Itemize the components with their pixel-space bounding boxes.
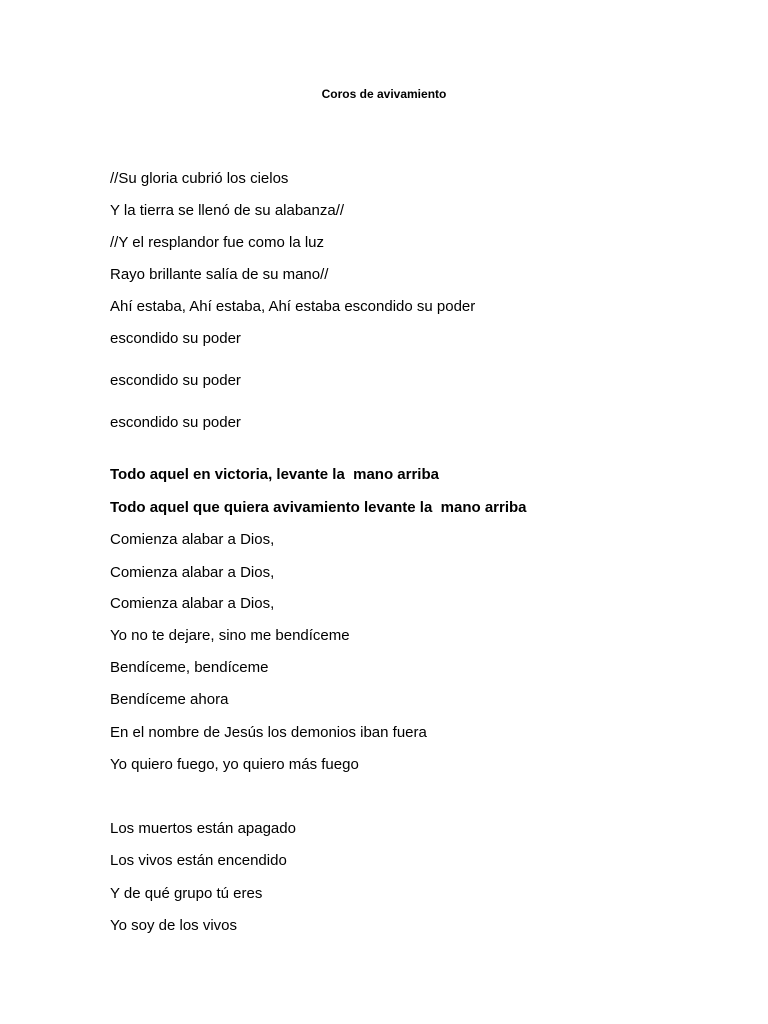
lyric-line: En el nombre de Jesús los demonios iban fuera bbox=[110, 724, 427, 741]
document-title: Coros de avivamiento bbox=[321, 87, 447, 101]
lyric-line-bold: Todo aquel en victoria, levante la mano arriba bbox=[110, 466, 439, 483]
lyric-line: Comienza alabar a Dios, bbox=[110, 595, 275, 612]
lyric-line: Bendíceme ahora bbox=[110, 691, 229, 708]
lyric-line: Ahí estaba, Ahí estaba, Ahí estaba escondido su poder bbox=[110, 298, 476, 315]
lyric-line: Comienza alabar a Dios, bbox=[110, 531, 275, 548]
lyric-line: //Su gloria cubrió los cielos bbox=[110, 170, 289, 187]
lyric-line: Yo quiero fuego, yo quiero más fuego bbox=[110, 756, 359, 773]
lyric-line: escondido su poder bbox=[110, 414, 241, 431]
lyric-line: Los vivos están encendido bbox=[110, 852, 287, 869]
lyric-line: Yo soy de los vivos bbox=[110, 917, 238, 934]
lyric-line: escondido su poder bbox=[110, 330, 241, 347]
lyric-line: //Y el resplandor fue como la luz bbox=[110, 234, 325, 251]
lyric-line: Y la tierra se llenó de su alabanza// bbox=[110, 202, 345, 219]
lyric-line: Rayo brillante salía de su mano// bbox=[110, 266, 329, 283]
lyric-line: Bendíceme, bendíceme bbox=[110, 659, 269, 676]
lyric-line: escondido su poder bbox=[110, 372, 241, 389]
lyric-line: Yo no te dejare, sino me bendíceme bbox=[110, 627, 350, 644]
lyric-line-bold: Todo aquel que quiera avivamiento levante la mano arriba bbox=[110, 499, 527, 516]
lyric-line: Comienza alabar a Dios, bbox=[110, 564, 275, 581]
lyric-line: Los muertos están apagado bbox=[110, 820, 296, 837]
lyric-line: Y de qué grupo tú eres bbox=[110, 885, 263, 902]
